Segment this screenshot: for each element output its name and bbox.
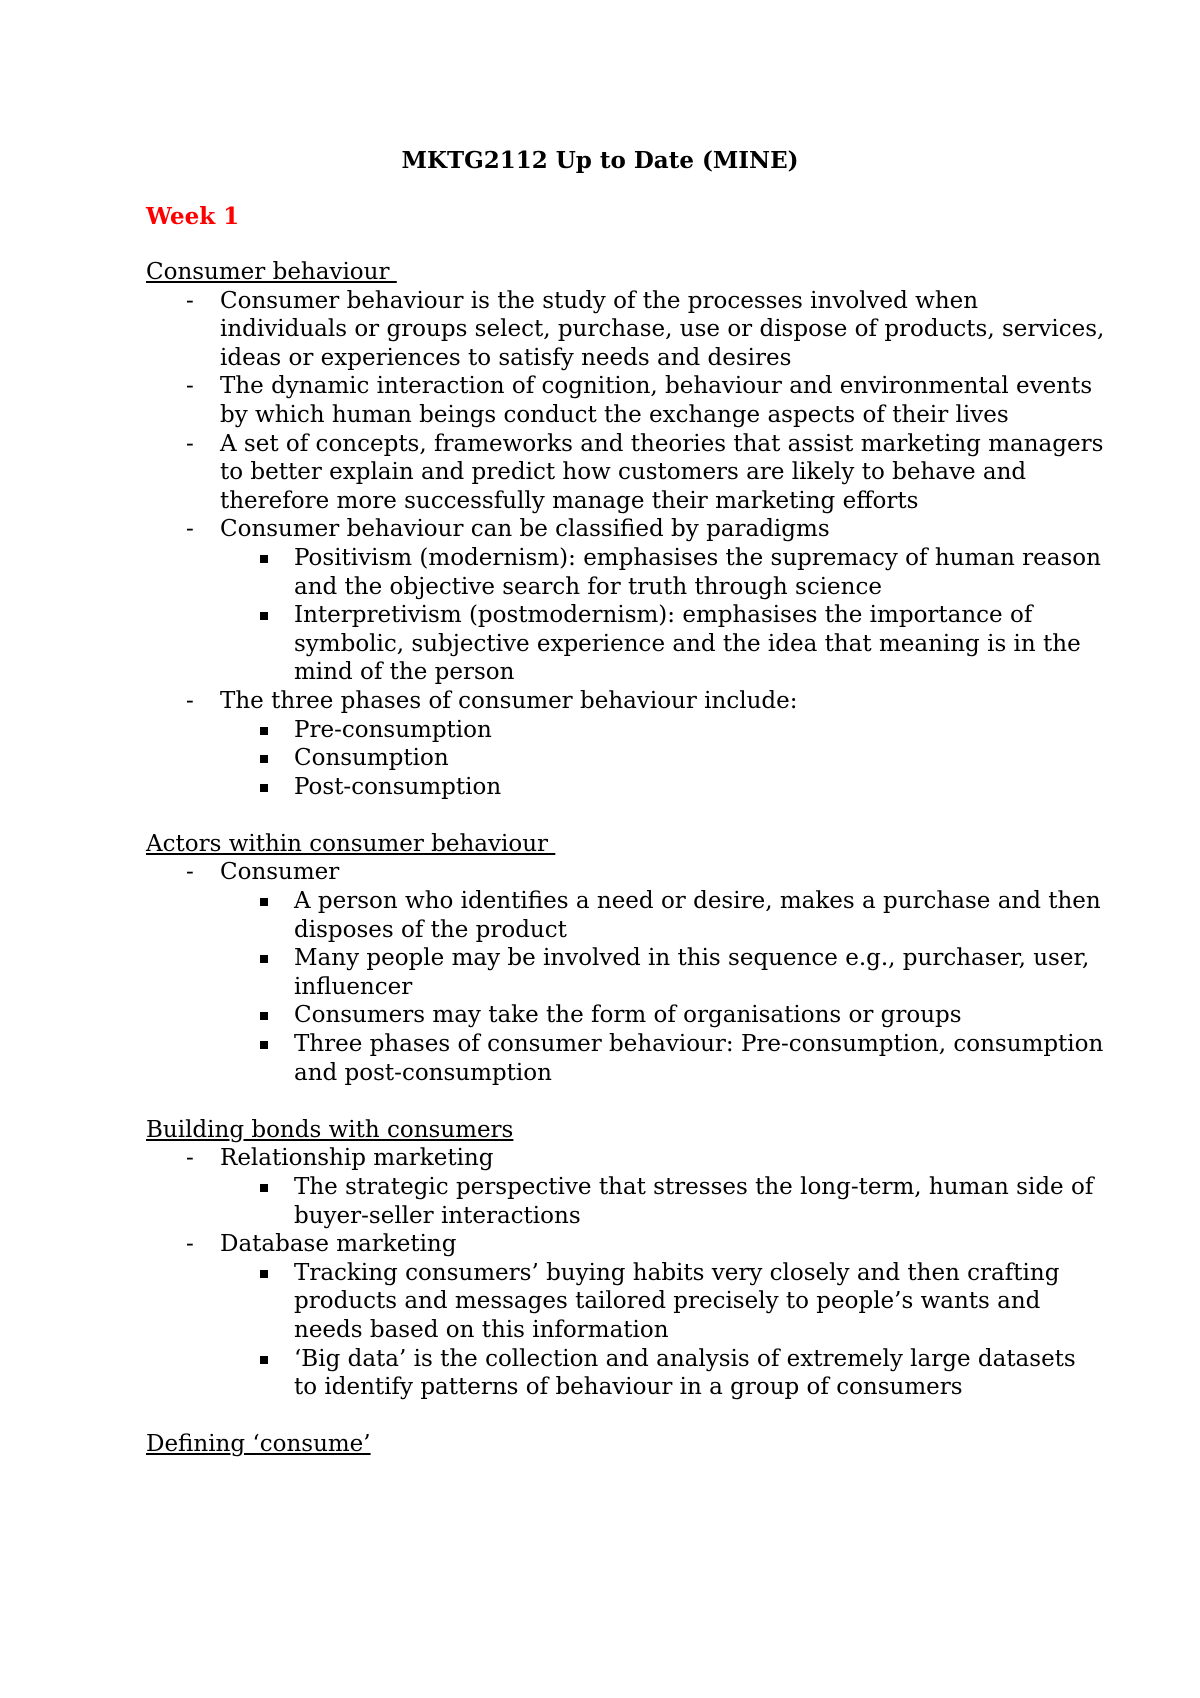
list-item — [146, 287, 1106, 373]
document-title: MKTG2112 Up to Date (MINE) — [401, 147, 799, 174]
square-bullet-icon — [260, 1041, 268, 1049]
bullet-list — [146, 1144, 1106, 1401]
list-item-text: A set of concepts, frameworks and theories that assist marketing managers to better explain and predict how customers are likely to behave and therefore more successfully manage their marketing efforts — [220, 430, 1104, 514]
list-item — [146, 372, 1106, 429]
square-bullet-icon — [260, 1012, 268, 1020]
section-title: Actors within consumer behaviour — [146, 830, 556, 857]
sub-bullet-list — [146, 887, 1106, 1087]
square-bullet-icon — [260, 1356, 268, 1364]
section-title: Building bonds with consumers — [146, 1116, 514, 1143]
dash-bullet-icon: - — [186, 687, 194, 714]
sub-list-item — [220, 1001, 1106, 1030]
list-item — [146, 858, 1106, 1087]
square-bullet-icon — [260, 898, 268, 906]
list-item-text: Consumer behaviour can be classified by paradigms — [220, 516, 830, 543]
week-heading: Week 1 — [146, 203, 240, 230]
sub-list-item-text: Consumption — [294, 745, 449, 772]
section — [146, 830, 1106, 1087]
sub-list-item — [220, 544, 1106, 601]
section — [146, 1116, 1106, 1402]
sub-bullet-list — [146, 1259, 1106, 1402]
dash-bullet-icon: - — [186, 1231, 194, 1258]
list-item — [146, 1230, 1106, 1402]
square-bullet-icon — [260, 955, 268, 963]
section-title: Consumer behaviour — [146, 259, 397, 285]
sub-list-item-text: Post-consumption — [294, 773, 502, 800]
sub-list-item — [220, 601, 1106, 687]
sub-bullet-list — [146, 716, 1106, 802]
dash-bullet-icon: - — [186, 516, 194, 543]
dash-bullet-icon: - — [186, 859, 194, 886]
square-bullet-icon — [260, 755, 268, 763]
list-item-text: Database marketing — [220, 1231, 457, 1258]
sub-list-item — [220, 773, 1106, 802]
sub-list-item-text: Many people may be involved in this sequence e.g., purchaser, user, influencer — [294, 945, 1090, 1000]
sub-bullet-list — [146, 544, 1106, 687]
sub-list-item — [220, 944, 1106, 1001]
list-item — [146, 687, 1106, 801]
dash-bullet-icon: - — [186, 430, 194, 457]
sub-list-item — [220, 1030, 1106, 1087]
dash-bullet-icon: - — [186, 287, 194, 314]
bullet-list — [146, 858, 1106, 1087]
sub-list-item — [220, 1173, 1106, 1230]
list-item-text: The dynamic interaction of cognition, behaviour and environmental events by which human beings conduct the exchange aspects of their lives — [220, 373, 1093, 428]
sub-list-item-text: Three phases of consumer behaviour: Pre-consumption, consumption and post-consumption — [294, 1031, 1104, 1086]
dash-bullet-icon: - — [186, 1145, 194, 1172]
list-item-text: Consumer behaviour is the study of the processes involved when individuals or groups select, purchase, use or dispose of products, services, ideas or experiences to satisfy needs and desires — [220, 287, 1105, 371]
sub-list-item-text: Positivism (modernism): emphasises the supremacy of human reason and the objective search for truth through science — [294, 544, 1101, 600]
list-item — [146, 1144, 1106, 1230]
sub-list-item — [220, 1259, 1106, 1345]
sub-list-item — [220, 887, 1106, 944]
sub-bullet-list — [146, 1173, 1106, 1230]
sub-list-item-text: Tracking consumers’ buying habits very closely and then crafting products and messages tailored precisely to people’s wants and needs based on this information — [294, 1259, 1060, 1343]
sub-list-item-text: A person who identifies a need or desire, makes a purchase and then disposes of the product — [294, 888, 1101, 943]
sub-list-item — [220, 716, 1106, 745]
section — [146, 258, 1106, 801]
sub-list-item-text: Consumers may take the form of organisations or groups — [294, 1002, 962, 1029]
dash-bullet-icon: - — [186, 373, 194, 400]
list-item — [146, 515, 1106, 687]
sub-list-item-text: The strategic perspective that stresses the long-term, human side of buyer-seller interactions — [294, 1174, 1094, 1229]
square-bullet-icon — [260, 1270, 268, 1278]
document-body — [146, 258, 1106, 1488]
sub-list-item-text: Pre-consumption — [294, 716, 492, 743]
square-bullet-icon — [260, 555, 268, 563]
square-bullet-icon — [260, 784, 268, 792]
square-bullet-icon — [260, 727, 268, 735]
sub-list-item — [220, 1345, 1106, 1402]
sub-list-item — [220, 744, 1106, 773]
sub-list-item-text: Interpretivism (postmodernism): emphasises the importance of symbolic, subjective experience and the idea that meaning is in the mind of the person — [294, 602, 1081, 686]
list-item-text: Relationship marketing — [220, 1145, 494, 1172]
square-bullet-icon — [260, 1184, 268, 1192]
list-item-text: The three phases of consumer behaviour include: — [220, 687, 798, 714]
sub-list-item-text: ‘Big data’ is the collection and analysis of extremely large datasets to identify patterns of behaviour in a group of consumers — [294, 1345, 1076, 1401]
section-title: Defining ‘consume’ — [146, 1431, 371, 1458]
square-bullet-icon — [260, 612, 268, 620]
bullet-list — [146, 287, 1106, 802]
section — [146, 1430, 1106, 1459]
list-item — [146, 430, 1106, 516]
list-item-text: Consumer — [220, 859, 340, 886]
